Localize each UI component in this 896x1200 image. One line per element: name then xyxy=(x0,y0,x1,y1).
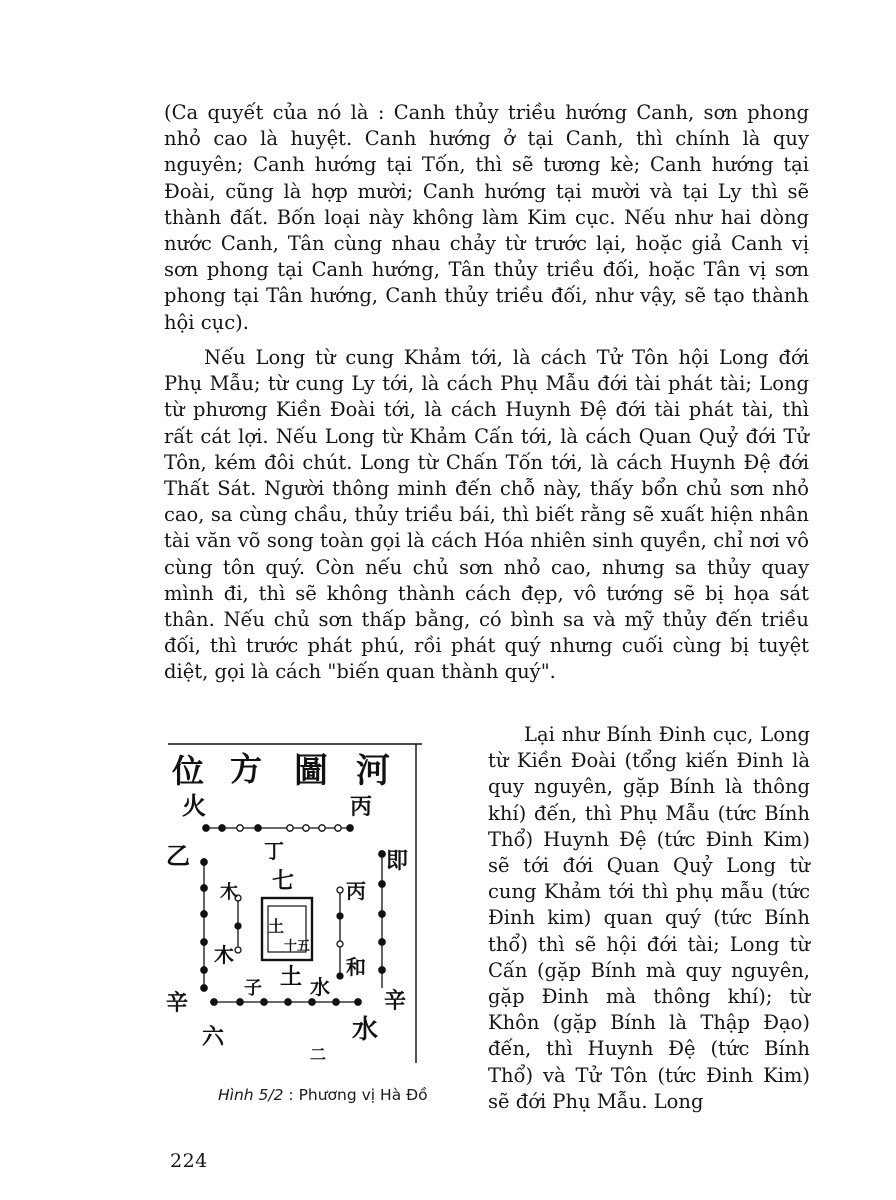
label-water-inner: 水 xyxy=(310,975,330,999)
label-xin-right: 辛 xyxy=(384,989,407,1014)
ha-do-diagram xyxy=(160,738,422,1068)
label-wood: 木 xyxy=(220,882,238,903)
label-two: 二 xyxy=(310,1045,327,1064)
label-right-outer: 即 xyxy=(386,849,409,874)
label-xin-left: 辛 xyxy=(166,991,189,1016)
caption-text: Phương vị Hà Đồ xyxy=(298,1086,428,1104)
figure-title-char: 圖 xyxy=(294,751,328,791)
figure-title-char: 位 xyxy=(172,752,205,790)
caption-prefix: Hình 5/2 xyxy=(218,1086,284,1104)
label-bing: 丙 xyxy=(350,795,373,820)
label-fire: 火 xyxy=(182,792,206,820)
label-ding: 丁 xyxy=(264,839,284,863)
label-he: 和 xyxy=(346,955,366,979)
page-number: 224 xyxy=(170,1150,208,1172)
paragraph-1: (Ca quyết của nó là : Canh thủy triều hướng Canh, sơn phong nhỏ cao là huyệt. Canh hướng ở tại Canh, thì chính là quy nguyên; Canh hướng tại Tốn, thì sẽ tương kè; Canh hướng tại Đoài, cũng là hợp mười; Canh hướng tại mười và tại Ly thì sẽ thành đất. Bốn loại này không làm Kim cục. Nếu như hai dòng nước Canh, Tân cùng nhau chảy từ trước lại, hoặc giả Canh vị sơn phong tại Canh hướng, Tân thủy triều đối, hoặc Tân vị sơn phong tại Tân hướng, Canh thủy triều đối, như vậy, sẽ tạo thành hội cục). xyxy=(164,101,809,334)
caption-separator: : xyxy=(283,1086,299,1104)
figure-caption xyxy=(218,1086,428,1104)
bottom-dot-row xyxy=(210,999,361,1005)
label-fifteen: 十五 xyxy=(284,939,311,954)
left-dot-column xyxy=(201,858,241,991)
figure-title-char: 河 xyxy=(356,751,390,791)
label-six: 六 xyxy=(202,1025,225,1050)
label-water-outer: 水 xyxy=(352,1015,379,1045)
figure-title-char: 方 xyxy=(230,750,263,788)
label-earth-center: 土 xyxy=(268,917,285,936)
label-yi: 乙 xyxy=(166,842,190,870)
label-seven: 七 xyxy=(272,869,295,894)
paragraph-2: Nếu Long từ cung Khảm tới, là cách Tử Tôn hội Long đới Phụ Mẫu; từ cung Ly tới, là cách Phụ Mẫu đới tài phát tài; Long từ phương Kiền Đoài tới, là cách Huynh Đệ đới tài phát tài, thì rất cát lợi. Nếu Long từ Khảm Cấn tới, là cách Quan Quỷ đới Tử Tôn, kém đôi chút. Long từ Chấn Tốn tới, là cách Huynh Đệ đới Thất Sát. Người thông minh đến chỗ này, thấy bổn chủ sơn nhỏ cao, sa cùng chầu, thủy triều bái, thì biết rằng sẽ xuất hiện nhân tài văn võ song toàn gọi là cách Hóa nhiên sinh quyền, chỉ nơi vô cùng tôn quý. Còn nếu chủ sơn nhỏ cao, nhưng sa thủy quay mình đi, thì sẽ không thành cách đẹp, vô tướng sẽ bị họa sát thân. Nếu chủ sơn thấp bằng, có bình sa và mỹ thủy đến triều đối, thì trước phát phú, rồi phát quý nhưng cuối cùng bị tuyệt diệt, gọi là cách "biến quan thành quý". xyxy=(164,346,809,684)
label-wood-lower: 木 xyxy=(214,943,234,967)
paragraph-3: Lại như Bính Đinh cục, Long từ Kiền Đoài (tổng kiến Đinh là quy nguyên, gặp Bính là thông khí) đến, thì Phụ Mẫu (tức Bính Thổ) Huynh Đệ (tức Đinh Kim) sẽ tới đới Quan Quỷ Long từ cung Khảm tới thì phụ mẫu (tức Đinh kim) quan quý (tức Bính thổ) thì sẽ hội đới tài; Long từ Cấn (gặp Bính mà quy nguyên, gặp Đinh mà thông khí); từ Khôn (gặp Bính là Thập Đạo) đến, thì Huynh Đệ (tức Bính Thổ) và Tử Tôn (tức Đinh Kim) sẽ đới Phụ Mẫu. Long xyxy=(488,723,810,1113)
top-dot-row xyxy=(203,825,353,831)
label-bing-inner: 丙 xyxy=(346,879,366,903)
label-earth-bottom: 土 xyxy=(280,965,303,990)
label-zi: 子 xyxy=(244,978,262,999)
